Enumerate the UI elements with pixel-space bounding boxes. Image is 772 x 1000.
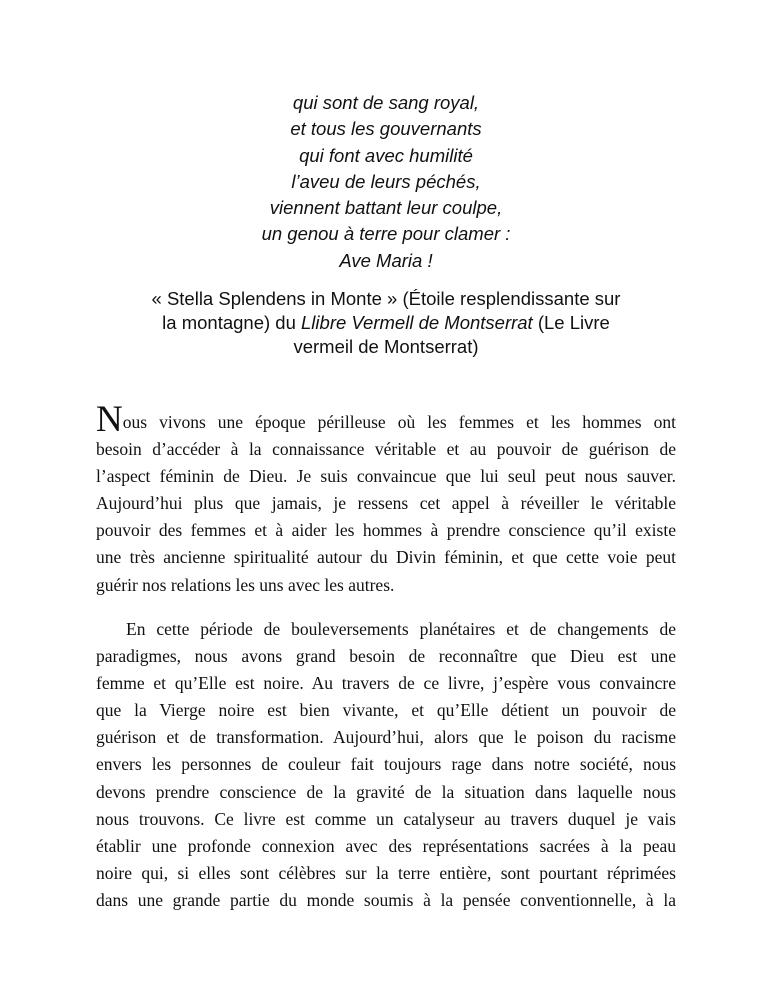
epigraph-poem [0,90,772,274]
citation-line: vermeil de Montserrat) [293,336,479,357]
poem-line: qui sont de sang royal, [292,92,480,113]
citation-book-title: Llibre Vermell de Montserrat [301,312,533,333]
paragraph-1 [96,399,676,599]
text-line: guérison et de transformation. Aujourd’hui, alors que le poison du racisme [96,727,676,748]
text-line: devons prendre conscience de la gravité de la situation dans laquelle nous [96,781,676,802]
text-line: envers les personnes de couleur fait toujours rage dans notre société, nous [96,754,676,775]
text-line: établir une profonde connexion avec des représentations sacrées à la peau [96,835,676,856]
first-line-text: ous vivons une époque périlleuse où les femmes et les hommes ont [122,412,676,432]
text-line: guérir nos relations les uns avec les autres. [96,574,395,595]
text-line: pouvoir des femmes et à aider les hommes à prendre conscience qu’il existe [96,520,676,541]
text-line: paradigmes, nous avons grand besoin de reconnaître que Dieu est une [96,646,676,667]
poem-line: l’aveu de leurs péchés, [291,170,481,192]
citation-text: la montagne) du [162,312,302,333]
text-line: nous trouvons. Ce livre est comme un catalyseur au travers duquel je vais [96,808,676,829]
text-line: l’aspect féminin de Dieu. Je suis convaincue que lui seul peut nous sauver. [96,466,676,487]
citation-line [0,311,772,335]
text-line: noire qui, si elles sont célèbres sur la terre entière, sont pourtant réprimées [96,862,676,883]
text-line: que la Vierge noire est bien vivante, et qu’Elle détient un pouvoir de [96,700,676,721]
drop-cap: N [96,399,123,440]
text-line [96,399,676,440]
text-line: En cette période de bouleversements planétaires et de changements de [126,619,676,639]
poem-line: qui font avec humilité [299,144,473,166]
poem-line: Ave Maria ! [339,249,433,271]
paragraph-2 [96,616,676,914]
citation-text: (Le Livre [532,312,610,333]
text-line: besoin d’accéder à la connaissance véritable et au pouvoir de guérison de [96,439,676,460]
text-line: dans une grande partie du monde soumis à la pensée conventionnelle, à la [96,889,676,910]
text-line: femme et qu’Elle est noire. Au travers de ce livre, j’espère vous convaincre [96,673,676,694]
poem-line: viennent battant leur coulpe, [269,197,503,219]
poem-line: un genou à terre pour clamer : [261,223,511,245]
text-line: une très ancienne spiritualité autour du Divin féminin, et que cette voie peut [96,547,676,568]
epigraph-citation [0,287,772,359]
poem-line: et tous les gouvernants [290,118,482,140]
text-line: Aujourd’hui plus que jamais, je ressens cet appel à réveiller le véritable [96,493,676,514]
citation-line: « Stella Splendens in Monte » (Étoile resplendissante sur [151,288,621,309]
